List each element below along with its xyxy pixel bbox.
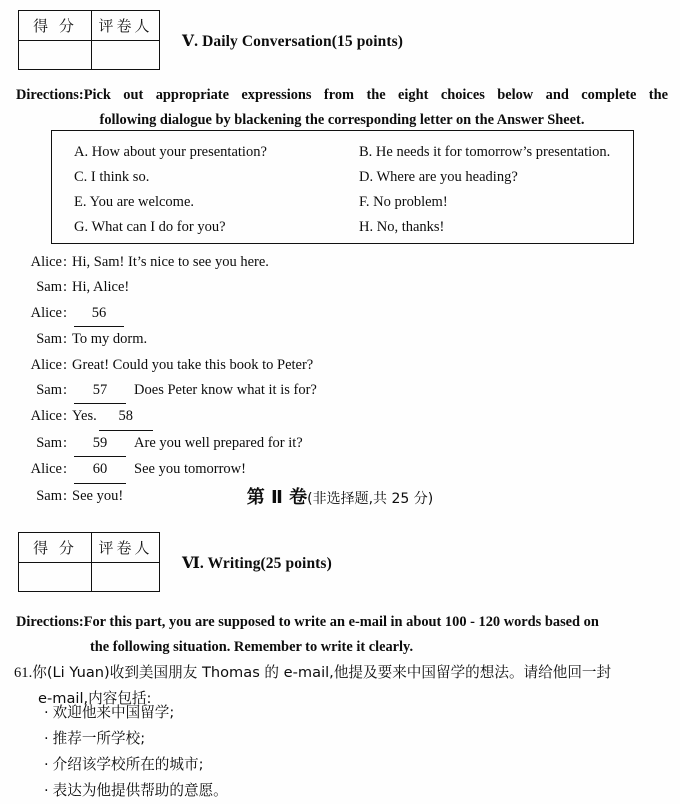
paper-two-subtitle: (非选择题,共 25 分) <box>307 491 434 507</box>
score-value-cell[interactable] <box>19 563 92 592</box>
dialogue-line <box>14 275 317 300</box>
section-v-directions-label: Directions: <box>16 87 84 103</box>
choice-h[interactable]: H. No, thanks! <box>359 219 445 235</box>
dialogue-speaker: Alice <box>30 461 62 478</box>
list-item <box>44 726 228 752</box>
answer-choices-grid <box>52 131 633 249</box>
choice-d[interactable]: D. Where are you heading? <box>359 169 518 185</box>
dialogue-speaker: Alice <box>30 408 62 425</box>
dialogue-list <box>14 250 317 509</box>
grader-value-cell[interactable] <box>92 563 159 592</box>
dialogue-blank-59[interactable]: 59 <box>74 431 126 457</box>
score-box-header-row <box>19 533 159 563</box>
dialogue-colon: : <box>63 408 68 425</box>
dialogue-line <box>14 457 317 483</box>
dialogue-blank-60[interactable]: 60 <box>74 457 126 483</box>
dialogue-text: Yes. <box>72 408 97 425</box>
dialogue-line <box>14 378 317 404</box>
dialogue-speaker: Sam <box>36 382 62 399</box>
list-item-label: 欢迎他来中国留学; <box>52 704 175 721</box>
dialogue-blank-56[interactable]: 56 <box>74 301 124 327</box>
dialogue-text-after: Does Peter know what it is for? <box>134 382 317 399</box>
dialogue-line <box>14 250 317 275</box>
list-item-label: 推荐一所学校; <box>52 730 146 747</box>
section-vi-directions-line2: the following situation. Remember to write it clearly. <box>90 639 414 655</box>
dialogue-text: To my dorm. <box>72 331 148 348</box>
choice-c[interactable]: C. I think so. <box>74 169 150 185</box>
dialogue-colon: : <box>63 461 68 478</box>
score-box-section-vi <box>18 532 160 592</box>
dialogue-colon: : <box>63 382 68 399</box>
dialogue-line <box>14 327 317 352</box>
question-61-line2: e-mail,内容包括: <box>38 690 152 707</box>
dialogue-blank-57[interactable]: 57 <box>74 378 126 404</box>
score-value-cell[interactable] <box>19 41 92 70</box>
list-item-label: 介绍该学校所在的城市; <box>52 756 204 773</box>
dialogue-speaker: Sam <box>36 279 62 296</box>
dialogue-text-after: See you tomorrow! <box>134 461 246 478</box>
section-vi-directions <box>16 610 668 660</box>
score-box-section-v <box>18 10 160 70</box>
dialogue-colon: : <box>63 304 68 321</box>
dialogue-line <box>14 431 317 457</box>
paper-two-heading <box>0 483 680 509</box>
section-v-directions-line1: Pick out appropriate expressions from the eight choices below and complete the <box>83 87 668 103</box>
dialogue-colon: : <box>63 254 68 270</box>
bullet-marker-icon: · <box>44 704 49 721</box>
question-61-line1: 你(Li Yuan)收到美国朋友 Thomas 的 e-mail,他提及要来中国留学的想法。请给他回一封 <box>32 664 612 681</box>
dialogue-speaker: Alice <box>30 356 62 373</box>
score-box-entry-row[interactable] <box>19 563 159 592</box>
choice-f[interactable]: F. No problem! <box>359 194 448 210</box>
bullet-marker-icon: · <box>44 782 49 799</box>
choice-g[interactable]: G. What can I do for you? <box>74 219 226 235</box>
bullet-marker-icon: · <box>44 756 49 773</box>
list-item-label: 表达为他提供帮助的意愿。 <box>52 782 228 799</box>
score-label: 得 分 <box>19 11 92 40</box>
question-61-number: 61. <box>14 665 33 681</box>
dialogue-blank-58[interactable]: 58 <box>99 404 153 430</box>
dialogue-colon: : <box>63 331 68 348</box>
dialogue-speaker: Sam <box>36 331 62 348</box>
dialogue-speaker: Alice <box>30 304 62 321</box>
list-item <box>44 752 228 778</box>
dialogue-text: Hi, Sam! It’s nice to see you here. <box>72 254 269 270</box>
score-box-header-row <box>19 11 159 41</box>
dialogue-text: See you! <box>72 487 124 504</box>
bullet-marker-icon: · <box>44 730 49 747</box>
section-v-directions <box>16 83 668 133</box>
section-vi-directions-line1: For this part, you are supposed to write an e-mail in about 100 - 120 words based on <box>83 614 599 630</box>
dialogue-text-after: Are you well prepared for it? <box>134 434 303 451</box>
list-item <box>44 700 228 726</box>
list-item <box>44 778 228 804</box>
grader-label: 评卷人 <box>98 16 153 35</box>
dialogue-line <box>14 353 317 378</box>
dialogue-line <box>14 404 317 430</box>
choice-e[interactable]: E. You are welcome. <box>74 194 195 210</box>
requirement-list <box>44 700 228 804</box>
score-label: 得 分 <box>19 533 92 562</box>
section-vi-title: Ⅵ. Writing(25 points) <box>182 555 332 572</box>
section-v-title: Ⅴ. Daily Conversation(15 points) <box>182 33 404 50</box>
section-v-directions-line2: following dialogue by blackening the corresponding letter on the Answer Sheet. <box>99 112 585 128</box>
dialogue-colon: : <box>63 279 68 296</box>
section-vi-directions-label: Directions: <box>16 614 84 630</box>
dialogue-colon: : <box>63 487 68 504</box>
dialogue-speaker: Sam <box>36 434 62 451</box>
dialogue-text: Hi, Alice! <box>72 279 130 296</box>
dialogue-colon: : <box>63 356 68 373</box>
dialogue-speaker: Sam <box>36 487 62 504</box>
choice-b[interactable]: B. He needs it for tomorrow’s presentation. <box>359 144 611 160</box>
dialogue-text: Great! Could you take this book to Peter? <box>72 356 314 373</box>
score-box-entry-row[interactable] <box>19 41 159 70</box>
grader-value-cell[interactable] <box>92 41 159 70</box>
dialogue-speaker: Alice <box>30 254 62 270</box>
answer-choices-box <box>51 130 634 244</box>
dialogue-line <box>14 301 317 327</box>
choice-a[interactable]: A. How about your presentation? <box>74 144 267 160</box>
dialogue-colon: : <box>63 434 68 451</box>
grader-label: 评卷人 <box>98 538 153 557</box>
paper-two-title: 第 Ⅱ 卷 <box>246 487 308 508</box>
